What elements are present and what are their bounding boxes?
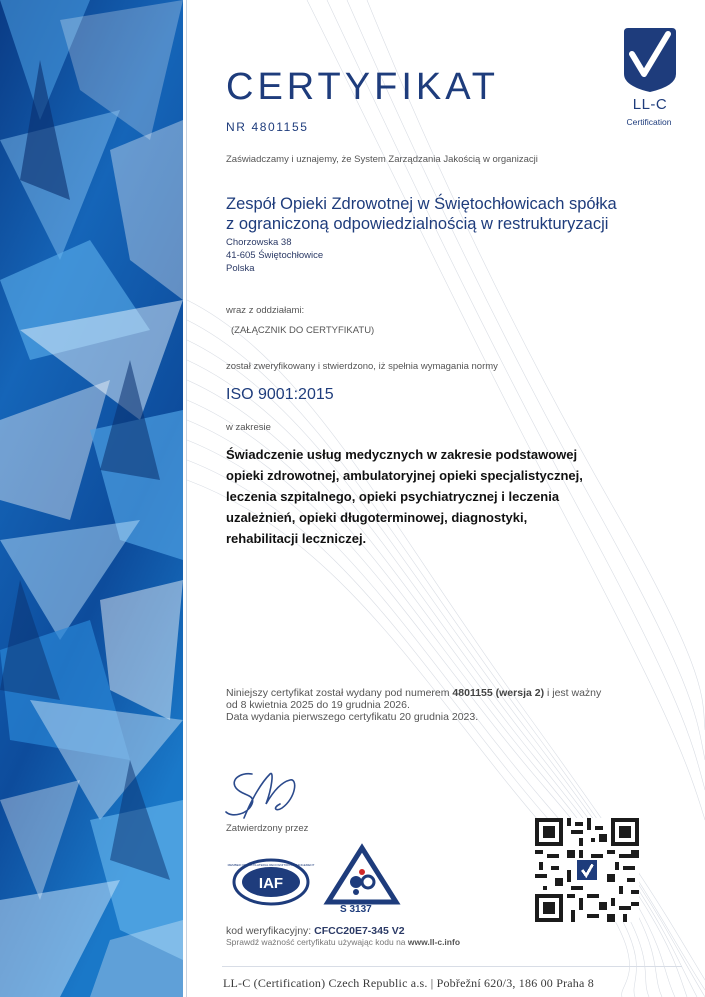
organization-name (226, 194, 676, 234)
cai-accreditation-icon (326, 846, 398, 906)
iaf-accreditation-icon (227, 858, 315, 906)
footer-address: LL-C (Certification) Czech Republic a.s. | Pobřežní 620/3, 186 00 Praha 8 (223, 976, 594, 990)
certificate-title: CERTYFIKAT (226, 66, 499, 108)
scope-line: rehabilitacji leczniczej. (226, 531, 367, 546)
verified-text: został zweryfikowany i stwierdzono, iż spełnia wymagania normy (226, 361, 498, 372)
scope-line: uzależnień, opieki długoterminowej, diagnostyki, (226, 510, 528, 525)
scope-line: Świadczenie usług medycznych w zakresie podstawowej (226, 447, 578, 462)
issuance-number: 4801155 (wersja 2) (452, 687, 545, 699)
scope-line: leczenia szpitalnego, opieki psychiatrycznej i leczenia (226, 489, 560, 504)
verification-code: CFCC20E7-345 V2 (314, 925, 405, 937)
checkmark-shield-icon (622, 24, 678, 94)
signature-icon (222, 768, 312, 824)
first-issue-date: Data wydania pierwszego certyfikatu 20 grudnia 2023. (226, 711, 479, 723)
branches-label: wraz z oddziałami: (226, 305, 305, 316)
cai-code: S 3137 (340, 904, 372, 915)
iaf-ring-text: MEMBER OF MULTILATERAL RECOGNITION ARRANGEMENT (227, 863, 315, 867)
validity-period: od 8 kwietnia 2025 do 19 grudnia 2026. (226, 699, 410, 711)
branches-value: (ZAŁĄCZNIK DO CERTYFIKATU) (231, 325, 375, 336)
organization-address (226, 236, 323, 275)
iaf-label: IAF (258, 875, 284, 892)
footer-divider (222, 966, 682, 967)
scope-label: w zakresie (226, 422, 271, 433)
issuance-part2: i jest ważny (544, 687, 602, 699)
address-city: 41-605 Świętochłowice (226, 250, 324, 261)
address-country: Polska (226, 263, 255, 274)
verification-url-link[interactable]: www.ll-c.info (407, 937, 461, 947)
issuance-part1: Niniejszy certyfikat został wydany pod numerem (226, 687, 453, 699)
logo-name: LL-C (632, 96, 668, 113)
verification-hint-line (226, 937, 460, 947)
approved-by-label: Zatwierdzony przez (226, 823, 309, 834)
organization-name-line2: z ograniczoną odpowiedzialnością w restrukturyzacji (226, 215, 609, 233)
intro-text: Zaświadczamy i uznajemy, że System Zarządzania Jakością w organizacji (226, 154, 538, 165)
abstract-shards-pattern (0, 0, 183, 997)
qr-code-icon[interactable] (535, 818, 639, 922)
issuance-text (226, 687, 656, 723)
logo-subtitle: Certification (626, 117, 672, 127)
norm-standard: ISO 9001:2015 (226, 386, 334, 403)
scope-line: opieki zdrowotnej, ambulatoryjnej opieki specjalistycznej, (226, 468, 583, 483)
scope-text (226, 444, 646, 549)
verification-label: kod weryfikacyjny: (226, 925, 315, 937)
verification-hint: Sprawdź ważność certyfikatu używając kodu na (226, 937, 408, 947)
organization-name-line1: Zespół Opieki Zdrowotnej w Świętochłowicach spółka (226, 195, 617, 213)
decorative-sidebar (0, 0, 183, 997)
certificate-number: NR 4801155 (226, 120, 309, 134)
verification-code-line (226, 925, 405, 937)
address-street: Chorzowska 38 (226, 237, 292, 248)
